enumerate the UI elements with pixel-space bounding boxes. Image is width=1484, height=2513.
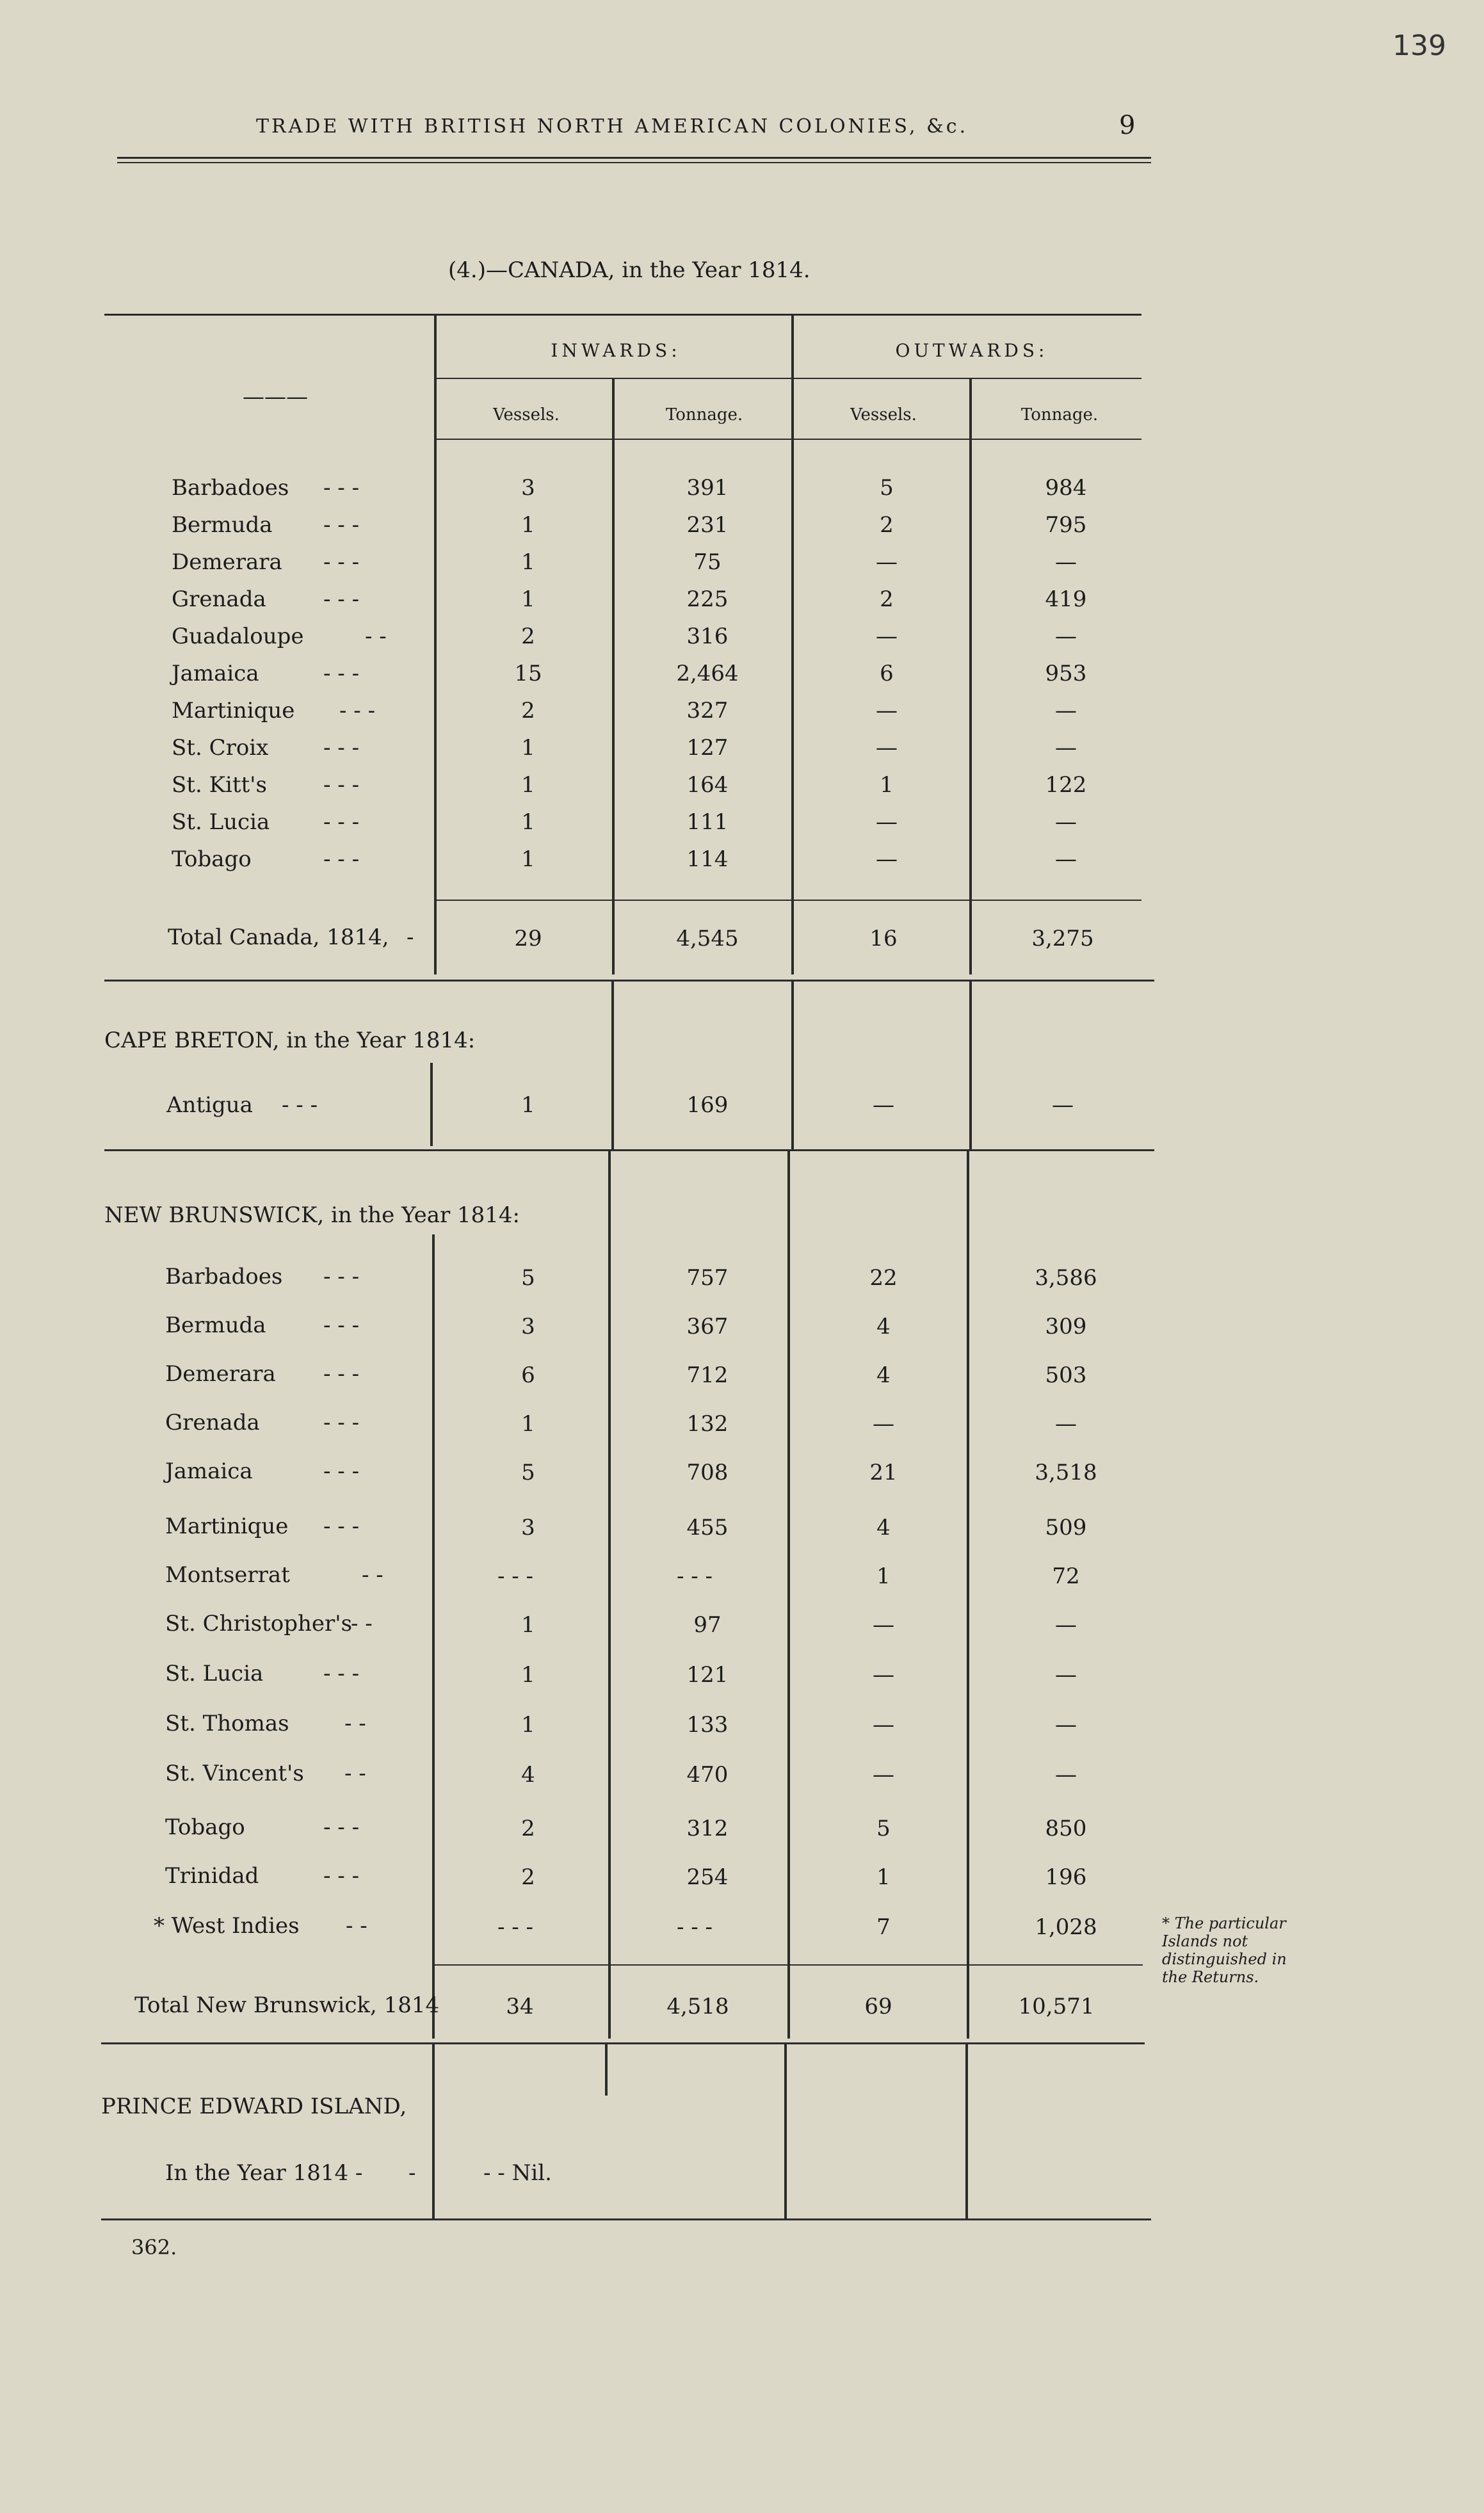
out-tonnage: 196 — [1045, 1864, 1087, 1890]
in-tonnage: 455 — [686, 1515, 729, 1540]
col-rule — [791, 982, 794, 1149]
out-tonnage: 1,028 — [1035, 1914, 1097, 1940]
leader-dots: - - — [365, 624, 387, 649]
in-vessels: 1 — [521, 1092, 535, 1118]
out-tonnage: — — [1055, 1612, 1077, 1638]
leader-dots: - — [407, 925, 414, 950]
col-rule — [784, 2044, 787, 2218]
leader-dots: - - - — [323, 1661, 360, 1686]
in-tonnage: 2,464 — [676, 661, 739, 686]
section-rule — [104, 980, 1154, 982]
in-tonnage: 75 — [693, 549, 722, 575]
out-tonnage: — — [1052, 1092, 1074, 1118]
in-tonnage: 470 — [686, 1762, 729, 1788]
header-mid-rule — [435, 378, 1141, 379]
in-vessels: 1 — [521, 1662, 535, 1688]
out-vessels: 4 — [876, 1362, 891, 1388]
out-vessels: — — [873, 1092, 894, 1118]
in-tonnage: 391 — [686, 475, 729, 501]
place-label: Barbadoes — [165, 1264, 283, 1289]
canada-total-label: Total Canada, 1814, — [168, 925, 389, 950]
in-vessels: 1 — [521, 735, 535, 761]
in-tonnage: 121 — [686, 1662, 729, 1688]
out-vessels: 5 — [876, 1816, 891, 1841]
stamp-number: 139 — [1392, 29, 1446, 62]
leader-dots: - - - — [323, 1814, 360, 1840]
out-vessels: — — [876, 549, 898, 575]
out-tonnage: 3,586 — [1035, 1265, 1097, 1291]
place-label: * West Indies — [154, 1913, 300, 1939]
in-vessels: 1 — [521, 1411, 535, 1437]
leader-dots: - - - — [323, 846, 360, 872]
in-vessels: 3 — [521, 1314, 535, 1339]
leader-dots: - - - — [323, 475, 360, 501]
out-vessels: 22 — [869, 1265, 898, 1291]
leader-dots: - - — [351, 1611, 373, 1636]
place-label: Grenada — [172, 586, 266, 612]
place-label: Martinique — [165, 1514, 289, 1539]
canada-total-out-vessels: 16 — [869, 926, 898, 951]
out-tonnage: 122 — [1045, 772, 1087, 798]
out-tonnage: — — [1055, 1662, 1077, 1688]
leader-dots: - - — [362, 1562, 383, 1588]
place-label: Guadaloupe — [172, 624, 304, 649]
out-vessels: 1 — [876, 1864, 891, 1890]
leader-dots: - - - — [323, 1264, 360, 1289]
place-label: Montserrat — [165, 1562, 290, 1588]
out-tonnage: — — [1055, 1411, 1077, 1437]
nb-total-in-vessels: 34 — [506, 1994, 534, 2019]
out-vessels: — — [876, 735, 898, 761]
leader-dots: - - - — [323, 586, 360, 612]
place-label: St. Vincent's — [165, 1761, 304, 1786]
in-vessels: 5 — [521, 1265, 535, 1291]
out-vessels: 21 — [869, 1460, 898, 1485]
out-vessels: — — [876, 624, 898, 649]
out-tonnage: 3,518 — [1035, 1460, 1097, 1485]
in-tonnage: 225 — [686, 586, 729, 612]
out-tonnage: 509 — [1045, 1515, 1087, 1540]
nb-total-out-vessels: 69 — [864, 1994, 892, 2019]
row-head-dash: ——— — [243, 384, 308, 410]
in-vessels: 2 — [521, 624, 535, 649]
cape-breton-heading: CAPE BRETON, in the Year 1814: — [104, 1028, 476, 1053]
in-tonnage: 114 — [686, 846, 729, 872]
in-vessels: 5 — [521, 1460, 535, 1485]
out-vessels: — — [873, 1762, 894, 1788]
out-tonnage: 795 — [1045, 512, 1087, 538]
outwards-header: OUTWARDS: — [895, 340, 1049, 361]
in-tonnage: 757 — [686, 1265, 729, 1291]
out-vessels: 1 — [880, 772, 894, 798]
in-tonnage: 132 — [686, 1411, 729, 1437]
out-tonnage: — — [1055, 698, 1077, 723]
col-rule — [430, 1063, 433, 1146]
inwards-header: INWARDS: — [551, 340, 681, 361]
out-vessels: 4 — [876, 1515, 891, 1540]
in-vessels: 1 — [521, 809, 535, 835]
leader-dots: - - - — [323, 1459, 360, 1484]
section-rule — [104, 1149, 1154, 1151]
leader-dots: - - - — [323, 1313, 360, 1338]
col-rule — [608, 1151, 611, 2039]
bottom-number: 362. — [131, 2235, 177, 2259]
leader-dots: - - - — [323, 1410, 360, 1435]
place-label: Martinique — [172, 698, 295, 723]
in-vessels: 15 — [514, 661, 542, 686]
col-rule — [432, 2044, 435, 2218]
leader-dots: - - - — [282, 1092, 318, 1118]
out-vessels: 5 — [880, 475, 894, 501]
in-vessels-header: Vessels. — [493, 405, 560, 424]
leader-dots: - - — [344, 1761, 366, 1786]
nb-total-in-tonnage: 4,518 — [666, 1994, 729, 2019]
place-label: Jamaica — [165, 1459, 253, 1484]
place-label: St. Lucia — [165, 1661, 264, 1686]
out-vessels: — — [876, 846, 898, 872]
col-rule — [605, 2044, 608, 2096]
in-tonnage: - - - — [676, 1564, 713, 1589]
in-tonnage: 164 — [686, 772, 729, 798]
in-vessels: 3 — [521, 1515, 535, 1540]
place-label: St. Thomas — [165, 1711, 289, 1736]
new-brunswick-heading: NEW BRUNSWICK, in the Year 1814: — [104, 1202, 520, 1228]
out-vessels: 2 — [880, 512, 894, 538]
in-tonnage: 97 — [693, 1612, 722, 1638]
leader-dots: - - - — [323, 661, 360, 686]
place-label: Bermuda — [172, 512, 273, 538]
section-rule — [101, 2042, 1145, 2044]
new-brunswick-total-label: Total New Brunswick, 1814 — [134, 1992, 440, 2018]
leader-dots: - - - — [323, 735, 360, 761]
leader-dots: - - — [344, 1711, 366, 1736]
out-tonnage: — — [1055, 624, 1077, 649]
table-top-rule — [104, 314, 1141, 316]
leader-dots: - - - — [323, 512, 360, 538]
out-tonnage: 850 — [1045, 1816, 1087, 1841]
place-label: Jamaica — [172, 661, 259, 686]
out-tonnage: 309 — [1045, 1314, 1087, 1339]
out-tonnage: — — [1055, 846, 1077, 872]
out-vessels: 7 — [876, 1914, 891, 1940]
in-vessels: 6 — [521, 1362, 535, 1388]
in-tonnage: 133 — [686, 1712, 729, 1738]
place-label: Trinidad — [165, 1863, 259, 1889]
canada-total-out-tonnage: 3,275 — [1031, 926, 1094, 951]
in-vessels: - - - — [497, 1914, 534, 1940]
in-vessels: 2 — [521, 698, 535, 723]
leader-dots: - - - — [323, 549, 360, 575]
out-tonnage: 953 — [1045, 661, 1087, 686]
prince-edward-value: - - Nil. — [483, 2160, 552, 2186]
place-label: Tobago — [165, 1814, 245, 1840]
in-tonnage-header: Tonnage. — [665, 405, 743, 424]
place-label: St. Croix — [172, 735, 269, 761]
in-tonnage: 367 — [686, 1314, 729, 1339]
in-vessels: 1 — [521, 512, 535, 538]
place-label: Demerara — [165, 1361, 276, 1387]
out-vessels: — — [876, 698, 898, 723]
col-rule — [612, 378, 615, 974]
place-label: Antigua — [166, 1092, 253, 1118]
col-rule — [434, 314, 437, 974]
in-tonnage: 254 — [686, 1864, 729, 1890]
in-vessels: 1 — [521, 772, 535, 798]
head-rule-2 — [117, 162, 1151, 163]
in-tonnage: 312 — [686, 1816, 729, 1841]
place-label: St. Kitt's — [172, 772, 267, 798]
running-head: TRADE WITH BRITISH NORTH AMERICAN COLONIES, &c. — [256, 115, 969, 138]
in-tonnage: 708 — [686, 1460, 729, 1485]
leader-dots: - - - — [339, 698, 376, 723]
place-label: Grenada — [165, 1410, 260, 1435]
out-tonnage: 503 — [1045, 1362, 1087, 1388]
place-label: St. Lucia — [172, 809, 270, 835]
out-tonnage-header: Tonnage. — [1020, 405, 1099, 424]
leader-dots: - - — [346, 1913, 367, 1939]
in-vessels: 1 — [521, 586, 535, 612]
out-tonnage: 984 — [1045, 475, 1087, 501]
in-vessels: 1 — [521, 1612, 535, 1638]
col-rule — [969, 378, 972, 974]
out-vessels: — — [873, 1712, 894, 1738]
head-rule — [117, 157, 1151, 159]
out-vessels: — — [873, 1662, 894, 1688]
in-vessels: 1 — [521, 1712, 535, 1738]
out-vessels: — — [873, 1411, 894, 1437]
in-tonnage: 231 — [686, 512, 729, 538]
out-tonnage: — — [1055, 735, 1077, 761]
out-vessels: — — [873, 1612, 894, 1638]
in-vessels: 2 — [521, 1816, 535, 1841]
in-vessels: 1 — [521, 846, 535, 872]
col-rule — [965, 2044, 968, 2218]
out-tonnage: — — [1055, 1762, 1077, 1788]
col-rule — [787, 1151, 790, 2039]
out-tonnage: — — [1055, 809, 1077, 835]
in-vessels: 1 — [521, 549, 535, 575]
prince-edward-heading: PRINCE EDWARD ISLAND, — [101, 2094, 407, 2119]
footnote: * The particular Islands not distinguished in the Returns. — [1162, 1914, 1287, 1986]
in-vessels: 4 — [521, 1762, 535, 1788]
col-rule — [432, 1234, 435, 2039]
page-number: 9 — [1119, 111, 1136, 140]
leader-dots: - - - — [323, 1863, 360, 1889]
in-tonnage: 316 — [686, 624, 729, 649]
table-title: (4.)—CANADA, in the Year 1814. — [448, 257, 811, 283]
in-tonnage: 712 — [686, 1362, 729, 1388]
in-vessels: 2 — [521, 1864, 535, 1890]
header-bottom-rule — [435, 439, 1141, 440]
out-vessels: 4 — [876, 1314, 891, 1339]
in-tonnage: 111 — [686, 809, 729, 835]
total-rule — [435, 900, 1141, 901]
leader-dots: - - - — [323, 1361, 360, 1387]
canada-total-in-vessels: 29 — [514, 926, 542, 951]
out-vessels-header: Vessels. — [850, 405, 917, 424]
place-label: Bermuda — [165, 1313, 266, 1338]
out-tonnage: — — [1055, 549, 1077, 575]
place-label: Tobago — [172, 846, 252, 872]
out-vessels: 6 — [880, 661, 894, 686]
place-label: St. Christopher's — [165, 1611, 353, 1636]
in-tonnage: - - - — [676, 1914, 713, 1940]
leader-dots: - - - — [323, 1514, 360, 1539]
col-rule — [967, 1151, 969, 2039]
canada-total-in-tonnage: 4,545 — [676, 926, 739, 951]
col-rule — [791, 314, 794, 974]
leader-dots: - — [408, 2160, 416, 2186]
in-vessels: - - - — [497, 1564, 534, 1589]
nb-total-out-tonnage: 10,571 — [1018, 1994, 1095, 2019]
in-vessels: 3 — [521, 475, 535, 501]
in-tonnage: 327 — [686, 698, 729, 723]
total-rule — [432, 1964, 1143, 1966]
in-tonnage: 127 — [686, 735, 729, 761]
out-tonnage: 419 — [1045, 586, 1087, 612]
out-tonnage: 72 — [1052, 1564, 1080, 1589]
prince-edward-row-label: In the Year 1814 - — [165, 2160, 363, 2186]
out-vessels: 1 — [876, 1564, 891, 1589]
out-vessels: — — [876, 809, 898, 835]
place-label: Barbadoes — [172, 475, 289, 501]
in-tonnage: 169 — [686, 1092, 729, 1118]
leader-dots: - - - — [323, 772, 360, 798]
leader-dots: - - - — [323, 809, 360, 835]
out-vessels: 2 — [880, 586, 894, 612]
place-label: Demerara — [172, 549, 282, 575]
col-rule — [611, 982, 614, 1149]
col-rule — [969, 982, 972, 1149]
bottom-rule — [101, 2218, 1151, 2220]
out-tonnage: — — [1055, 1712, 1077, 1738]
